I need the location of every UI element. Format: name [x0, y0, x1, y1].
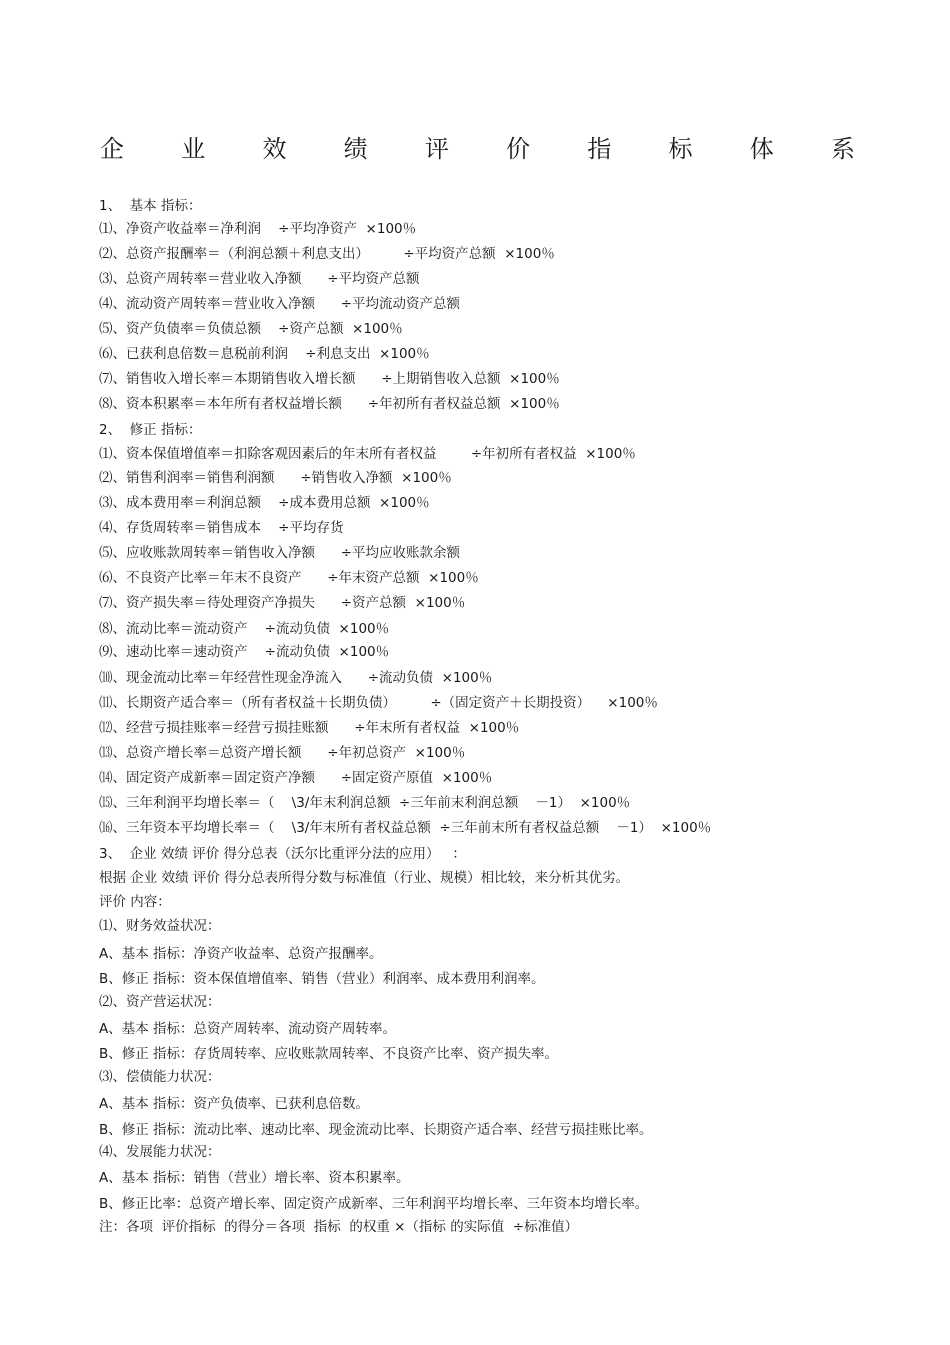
- formula-line: ⑶、成本费用率＝利润总额 ÷成本费用总额 ×100％: [99, 495, 430, 511]
- title-char: 绩: [343, 135, 368, 163]
- indicator-list-line: B、修正 指标：流动比率、速动比率、现金流动比率、长期资产适合率、经营亏损挂账比率。: [99, 1122, 653, 1138]
- formula-line: ⒃、三年资本平均增长率＝（ \3/年末所有者权益总额 ÷三年前末所有者权益总额 －1） ×100％: [99, 820, 712, 836]
- document-title: [100, 133, 855, 165]
- formula-line: ⑺、资产损失率＝待处理资产净损失 ÷资产总额 ×100％: [99, 595, 466, 611]
- indicator-list-line: A、基本 指标：总资产周转率、流动资产周转率。: [99, 1021, 397, 1037]
- title-char: 效: [262, 135, 287, 163]
- indicator-list-line: B、修正 指标：资本保值增值率、销售（营业）利润率、成本费用利润率。: [99, 971, 545, 987]
- formula-line: ⒀、总资产增长率＝总资产增长额 ÷年初总资产 ×100％: [99, 745, 466, 761]
- formula-line: ⑴、资本保值增值率＝扣除客观因素后的年末所有者权益 ÷年初所有者权益 ×100％: [99, 446, 636, 462]
- title-char: 标: [668, 135, 693, 163]
- subheading: 评价 内容：: [99, 894, 171, 910]
- section-heading: 1、 基本 指标：: [99, 198, 202, 214]
- formula-line: ⑸、资产负债率＝负债总额 ÷资产总额 ×100％: [99, 321, 403, 337]
- title-char: 业: [181, 135, 206, 163]
- formula-line: ⑾、长期资产适合率＝（所有者权益＋长期负债） ÷（固定资产＋长期投资） ×100％: [99, 695, 658, 711]
- formula-line: ⑽、现金流动比率＝年经营性现金净流入 ÷流动负债 ×100％: [99, 670, 493, 686]
- formula-line: ⑹、已获利息倍数＝息税前利润 ÷利息支出 ×100％: [99, 346, 430, 362]
- formula-line: ⑹、不良资产比率＝年末不良资产 ÷年末资产总额 ×100％: [99, 570, 479, 586]
- formula-line: ⑿、经营亏损挂账率＝经营亏损挂账额 ÷年末所有者权益 ×100％: [99, 720, 520, 736]
- title-char: 评: [424, 135, 449, 163]
- formula-line: ⑻、流动比率＝流动资产 ÷流动负债 ×100％: [99, 621, 390, 637]
- note-line: 注：各项 评价指标 的得分＝各项 指标 的权重 ×（指标 的实际值 ÷标准值）: [99, 1219, 579, 1235]
- indicator-list-line: B、修正比率：总资产增长率、固定资产成新率、三年利润平均增长率、三年资本均增长率。: [99, 1196, 649, 1212]
- formula-line: ⒂、三年利润平均增长率＝（ \3/年末利润总额 ÷三年前末利润总额 －1） ×100％: [99, 795, 631, 811]
- body-paragraph: 根据 企业 效绩 评价 得分总表所得分数与标准值（行业、规模）相比较，来分析其优劣。: [99, 870, 630, 886]
- subheading: ⑴、财务效益状况：: [99, 918, 221, 934]
- indicator-list-line: A、基本 指标：资产负债率、已获利息倍数。: [99, 1096, 370, 1112]
- formula-line: ⑴、净资产收益率＝净利润 ÷平均净资产 ×100％: [99, 221, 417, 237]
- formula-line: ⑸、应收账款周转率＝销售收入净额 ÷平均应收账款余额: [99, 545, 461, 561]
- formula-line: ⑷、存货周转率＝销售成本 ÷平均存货: [99, 520, 344, 536]
- subheading: ⑶、偿债能力状况：: [99, 1069, 221, 1085]
- formula-line: ⑵、总资产报酬率＝（利润总额＋利息支出） ÷平均资产总额 ×100％: [99, 246, 555, 262]
- title-char: 价: [506, 135, 531, 163]
- subheading: ⑵、资产营运状况：: [99, 994, 221, 1010]
- subheading: ⑷、发展能力状况：: [99, 1144, 221, 1160]
- formula-line: ⑺、销售收入增长率＝本期销售收入增长额 ÷上期销售收入总额 ×100％: [99, 371, 560, 387]
- formula-line: ⑻、资本积累率＝本年所有者权益增长额 ÷年初所有者权益总额 ×100％: [99, 396, 560, 412]
- title-char: 企: [100, 135, 124, 163]
- section-heading: 2、 修正 指标：: [99, 422, 202, 438]
- formula-line: ⑶、总资产周转率＝营业收入净额 ÷平均资产总额: [99, 271, 420, 287]
- formula-line: ⒁、固定资产成新率＝固定资产净额 ÷固定资产原值 ×100％: [99, 770, 493, 786]
- indicator-list-line: B、修正 指标：存货周转率、应收账款周转率、不良资产比率、资产损失率。: [99, 1046, 559, 1062]
- formula-line: ⑵、销售利润率＝销售利润额 ÷销售收入净额 ×100％: [99, 470, 452, 486]
- section-heading: 3、 企业 效绩 评价 得分总表（沃尔比重评分法的应用） ：: [99, 846, 466, 862]
- formula-line: ⑷、流动资产周转率＝营业收入净额 ÷平均流动资产总额: [99, 296, 461, 312]
- formula-line: ⑼、速动比率＝速动资产 ÷流动负债 ×100％: [99, 644, 390, 660]
- title-char: 指: [587, 135, 612, 163]
- indicator-list-line: A、基本 指标：净资产收益率、总资产报酬率。: [99, 946, 383, 962]
- title-char: 体: [749, 135, 774, 163]
- title-char: 系: [830, 135, 855, 163]
- indicator-list-line: A、基本 指标：销售（营业）增长率、资本积累率。: [99, 1170, 410, 1186]
